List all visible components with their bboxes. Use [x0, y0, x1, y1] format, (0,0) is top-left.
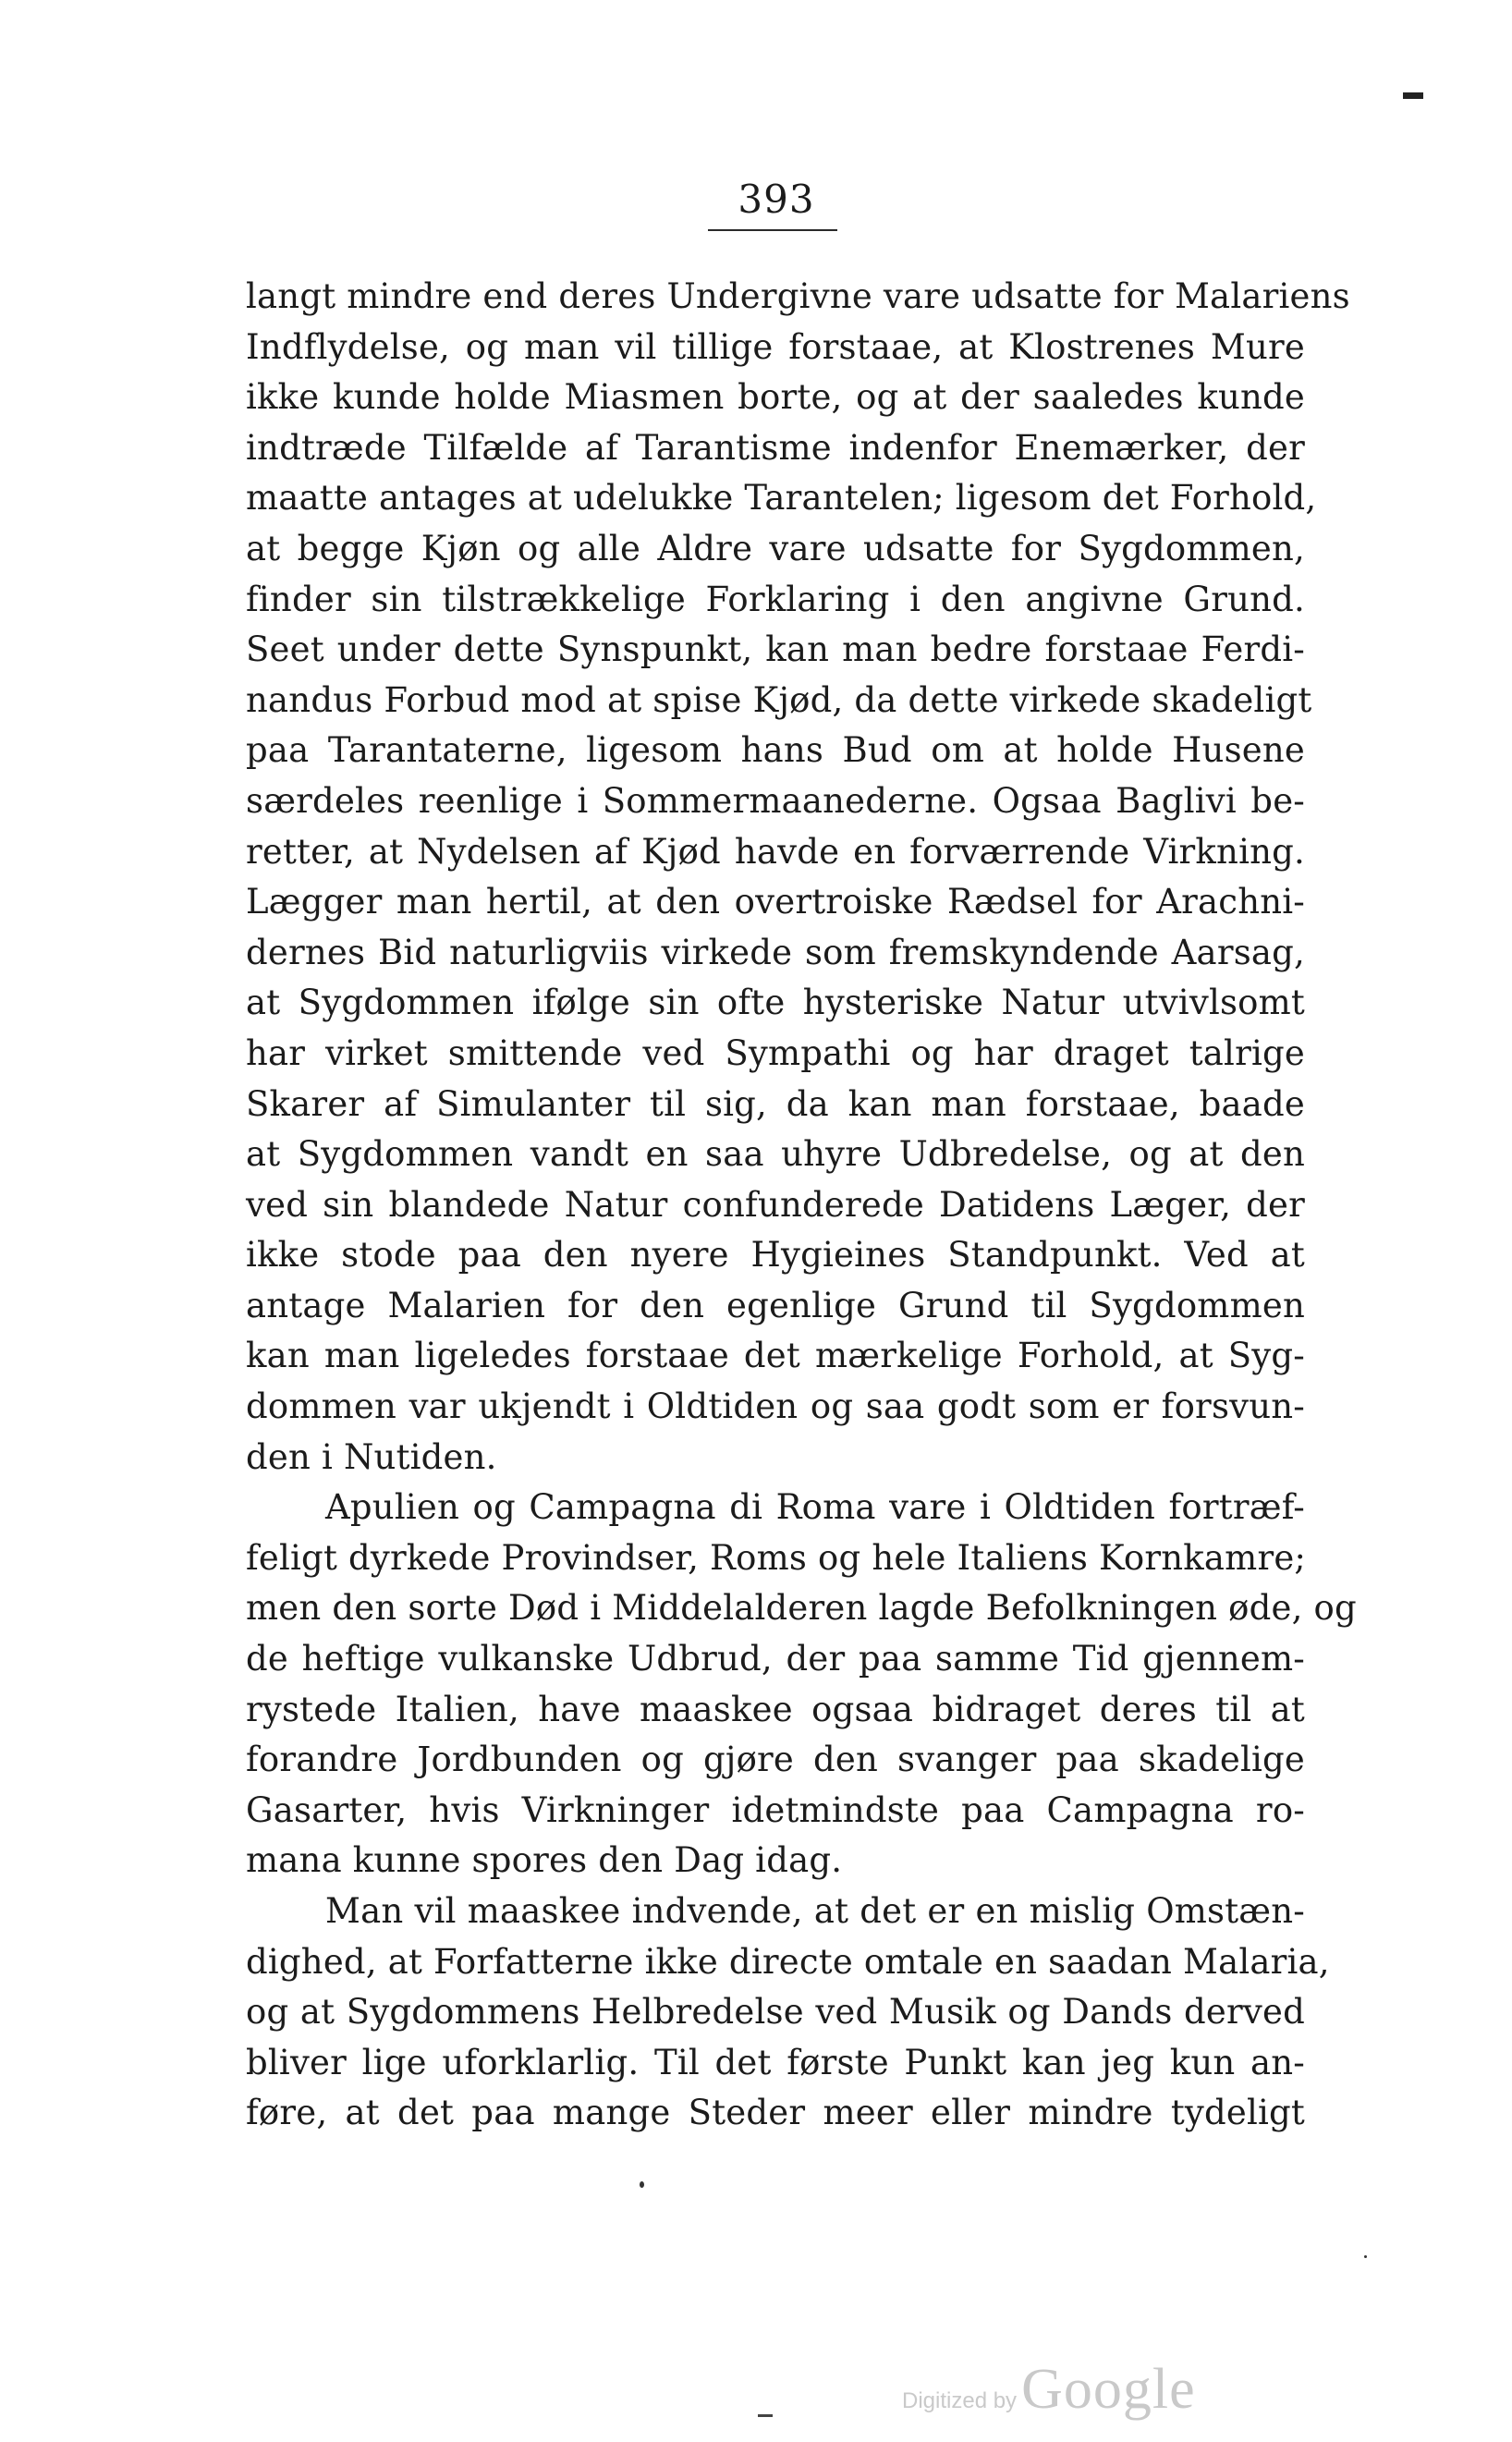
watermark-prefix: Digitized by: [902, 2388, 1018, 2413]
text-line: langt mindre end deres Undergivne vare udsatte for Malariens: [246, 276, 1350, 316]
google-logo: Google: [1021, 2358, 1196, 2421]
text-line: Seet under dette Synspunkt, kan man bedre forstaae Ferdi-: [246, 629, 1305, 670]
text-line: rystede Italien, have maaskee ogsaa bidraget deres til at: [246, 1689, 1305, 1729]
scan-mark-top: [1403, 92, 1423, 99]
scan-mark-bottom: [758, 2414, 773, 2417]
text-line: paa Tarantaterne, ligesom hans Bud om at holde Husene: [246, 730, 1305, 771]
scan-speck: [640, 2181, 644, 2188]
text-line: de heftige vulkanske Udbrud, der paa samme Tid gjennem-: [246, 1639, 1305, 1679]
page-number: 393: [738, 177, 815, 222]
paragraph-end-line: mana kunne spores den Dag idag.: [246, 1840, 843, 1881]
text-line: dommen var ukjendt i Oldtiden og saa godt som er forsvun-: [246, 1386, 1305, 1427]
text-line: finder sin tilstrækkelige Forklaring i den angivne Grund.: [246, 579, 1305, 619]
text-line: men den sorte Død i Middelalderen lagde Befolkningen øde, og: [246, 1588, 1357, 1629]
text-line: indtræde Tilfælde af Tarantisme indenfor Enemærker, der: [246, 427, 1305, 468]
text-line: feligt dyrkede Provindser, Roms og hele Italiens Kornkamre;: [246, 1537, 1307, 1578]
text-line: føre, at det paa mange Steder meer eller mindre tydeligt: [246, 2093, 1305, 2133]
text-line: at begge Kjøn og alle Aldre vare udsatte for Sygdommen,: [246, 528, 1305, 568]
text-line: maatte antages at udelukke Tarantelen; ligesom det Forhold,: [246, 478, 1317, 519]
page-number-rule: [708, 229, 837, 231]
text-line: Indflydelse, og man vil tillige forstaae, at Klostrenes Mure: [246, 326, 1305, 367]
text-line: at Sygdommen vandt en saa uhyre Udbredelse, og at den: [246, 1134, 1305, 1175]
paragraph-end-line: den i Nutiden.: [246, 1436, 497, 1477]
text-line: har virket smittende ved Sympathi og har draget talrige: [246, 1032, 1305, 1073]
digitized-watermark: [902, 2357, 1196, 2423]
text-line: bliver lige uforklarlig. Til det første Punkt kan jeg kun an-: [246, 2042, 1305, 2082]
text-line: nandus Forbud mod at spise Kjød, da dette virkede skadeligt: [246, 679, 1312, 720]
text-line: dernes Bid naturligviis virkede som fremskyndende Aarsag,: [246, 932, 1305, 972]
text-line: forandre Jordbunden og gjøre den svanger paa skadelige: [246, 1740, 1305, 1780]
text-line: Lægger man hertil, at den overtroiske Rædsel for Arachni-: [246, 882, 1305, 922]
text-line: særdeles reenlige i Sommermaanederne. Ogsaa Baglivi be-: [246, 780, 1305, 821]
paragraph-start-line: Apulien og Campagna di Roma vare i Oldtiden fortræf-: [325, 1487, 1305, 1528]
text-line: at Sygdommen ifølge sin ofte hysteriske Natur utvivlsomt: [246, 983, 1305, 1023]
text-line: ikke stode paa den nyere Hygieines Standpunkt. Ved at: [246, 1235, 1305, 1276]
text-line: Skarer af Simulanter til sig, da kan man forstaae, baade: [246, 1083, 1305, 1124]
text-line: kan man ligeledes forstaae det mærkelige Forhold, at Syg-: [246, 1336, 1305, 1376]
text-line: antage Malarien for den egenlige Grund til Sygdommen: [246, 1285, 1305, 1325]
text-line: og at Sygdommens Helbredelse ved Musik og Dands derved: [246, 1992, 1305, 2033]
text-line: Gasarter, hvis Virkninger idetmindste paa Campagna ro-: [246, 1789, 1305, 1830]
paragraph-start-line: Man vil maaskee indvende, at det er en mislig Omstæn-: [325, 1891, 1305, 1931]
body-text: [246, 272, 1357, 2139]
scan-speck: [1364, 2255, 1367, 2258]
text-line: dighed, at Forfatterne ikke directe omtale en saadan Malaria,: [246, 1941, 1330, 1982]
text-line: ved sin blandede Natur confunderede Datidens Læger, der: [246, 1184, 1305, 1225]
text-line: retter, at Nydelsen af Kjød havde en forværrende Virkning.: [246, 831, 1305, 872]
text-line: ikke kunde holde Miasmen borte, og at der saaledes kunde: [246, 377, 1305, 418]
